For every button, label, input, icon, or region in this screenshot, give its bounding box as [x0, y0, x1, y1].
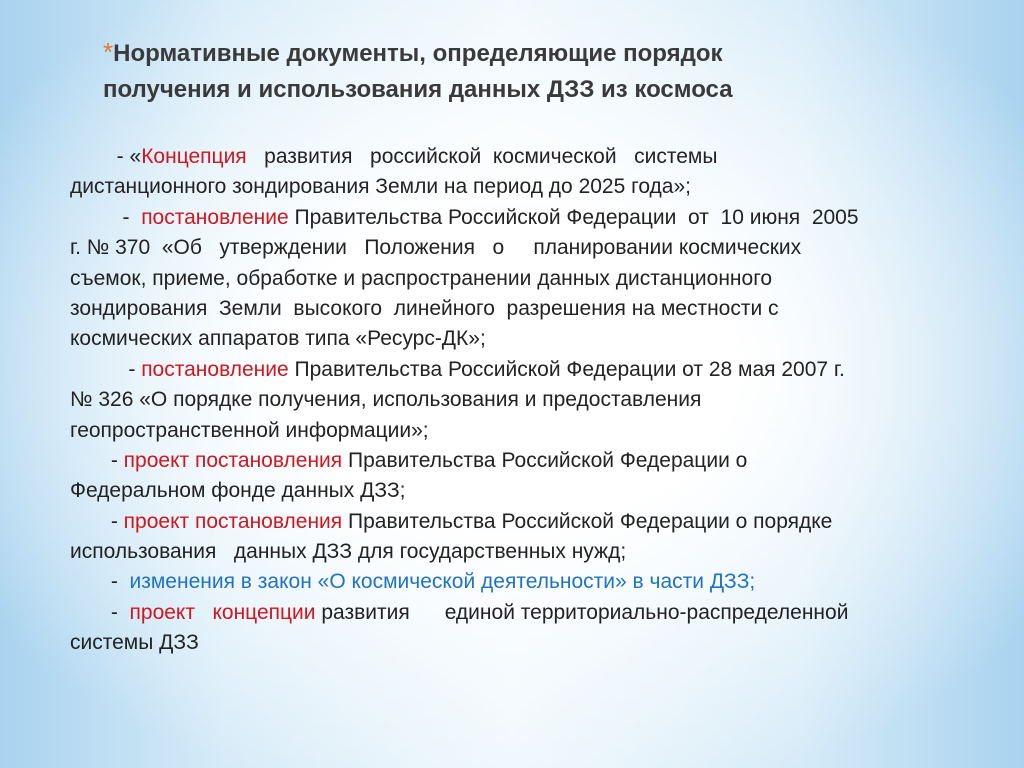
item-text: развития единой территориально-распределенной	[315, 600, 849, 624]
item-text: г. № 370 «Об утверждении Положения о планировании космических	[70, 236, 802, 260]
title-line-1	[103, 34, 903, 72]
bullet-prefix: -	[70, 509, 124, 533]
document-list	[70, 142, 970, 659]
list-item-line	[70, 264, 970, 294]
item-text: космических аппаратов типа «Ресурс-ДК»;	[70, 327, 486, 351]
highlight-text: Концепция	[141, 145, 247, 168]
item-text: № 326 «О порядке получения, использования и предоставления	[70, 388, 702, 412]
list-item-line	[70, 142, 970, 172]
title-text-2: получения и использования данных ДЗЗ из космоса	[103, 76, 733, 103]
star-bullet: *	[103, 37, 114, 67]
list-item-line	[70, 416, 970, 446]
item-text: съемок, приеме, обработке и распространении данных дистанционного	[70, 266, 773, 290]
item-text: Правительства Российской Федерации от 28 мая 2007 г.	[288, 357, 845, 381]
highlight-text: проект постановления	[123, 509, 343, 533]
list-item-line	[70, 567, 970, 597]
highlight-text: проект концепции	[129, 600, 316, 624]
list-item-line	[70, 385, 970, 415]
bullet-prefix: -	[70, 205, 142, 229]
list-item-line	[70, 476, 970, 506]
bullet-prefix: -	[70, 357, 142, 381]
list-item-line	[70, 203, 970, 233]
highlight-text-blue: изменения в закон «О космической деятельности» в части ДЗЗ;	[129, 570, 756, 594]
item-text: зондирования Земли высокого линейного разрешения на местности с	[70, 296, 779, 320]
item-text: Федеральном фонде данных ДЗЗ;	[70, 479, 406, 503]
item-text: Правительства Российской Федерации о	[342, 448, 748, 472]
title-line-2	[103, 72, 903, 108]
highlight-text: постановление	[141, 205, 289, 229]
item-text: развития российской космической системы	[246, 145, 718, 168]
list-item-line	[70, 446, 970, 476]
list-item-line	[70, 172, 970, 202]
item-text: Правительства Российской Федерации от 10 июня 2005	[288, 205, 859, 229]
title-text-1: Нормативные документы, определяющие порядок	[113, 40, 723, 67]
item-text: геопространственной информации»;	[70, 418, 429, 442]
list-item-line	[70, 598, 970, 628]
item-text: системы ДЗЗ	[70, 631, 199, 655]
bullet-prefix: - «	[70, 145, 142, 168]
highlight-text: постановление	[141, 357, 289, 381]
list-item-line	[70, 294, 970, 324]
list-item-line	[70, 324, 970, 354]
list-item-line	[70, 628, 970, 658]
highlight-text: проект постановления	[123, 448, 343, 472]
item-text: использования данных ДЗЗ для государственных нужд;	[70, 540, 627, 564]
bullet-prefix: -	[70, 570, 130, 594]
slide-title	[103, 34, 903, 108]
bullet-prefix: -	[70, 600, 130, 624]
list-item-line	[70, 355, 970, 385]
item-text: дистанционного зондирования Земли на период до 2025 года»;	[70, 175, 691, 199]
item-text: Правительства Российской Федерации о порядке	[342, 509, 833, 533]
list-item-line	[70, 537, 970, 567]
list-item-line	[70, 233, 970, 263]
list-item-line	[70, 507, 970, 537]
bullet-prefix: -	[70, 448, 124, 472]
